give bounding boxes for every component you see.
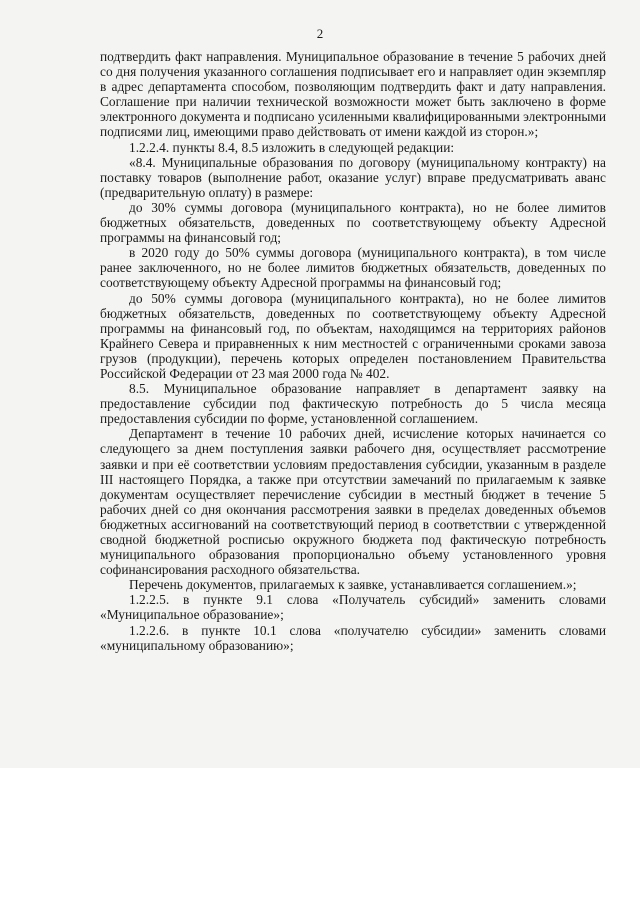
page-number: 2 (316, 26, 324, 41)
paragraph-documents: Перечень документов, прилагаемых к заявке, устанавливается соглашением.»; (129, 577, 577, 593)
paragraph-item-1-2-2-4: 1.2.2.4. пункты 8.4, 8.5 изложить в следующей редакции: (129, 139, 455, 155)
paragraph-advance-north: до 50% суммы договора (муниципального контракта), но не более лимитов бюджетных обязательств, доведенных по соответствующему объекту Адресной программы на финансовый год, по объектам, находящимся на территориях районов Крайнего Севера и приравненных к ним местностей с ограниченными сроками завоза грузов (продукции), перечень которых определен постановлением Правительства Российской Федерации от 23 мая 2000 года № 402. (100, 290, 606, 381)
paragraph-clause-8-4: «8.4. Муниципальные образования по договору (муниципальному контракту) на поставку товаров (выполнение работ, оказание услуг) вправе предусматривать аванс (предварительную оплату) в размере: (100, 154, 606, 200)
paragraph-clause-8-5: 8.5. Муниципальное образование направляет в департамент заявку на предоставление субсидии под фактическую потребность до 5 числа месяца предоставления субсидии по форме, установленной соглашением. (100, 381, 606, 427)
paragraph-advance-2020: в 2020 году до 50% суммы договора (муниципального контракта), в том числе ранее заключенного, но не более лимитов бюджетных обязательств, доведенных по соответствующему объекту Адресной программы на финансовый год; (100, 245, 606, 291)
paragraph-advance-30: до 30% суммы договора (муниципального контракта), но не более лимитов бюджетных обязательств, доведенных по соответствующему объекту Адресной программы на финансовый год; (100, 199, 606, 246)
paragraph-department: Департамент в течение 10 рабочих дней, исчисление которых начинается со следующего за днем поступления заявки рабочего дня, осуществляет рассмотрение заявки и при её соответствии условиям предоставления субсидии, указанным в разделе III настоящего Порядка, а также при отсутствии замечаний по прилагаемым к заявке документам осуществляет перечисление субсидии в местный бюджет в течение 5 рабочих дней со дня окончания рассмотрения заявки в пределах доведенных объемов бюджетных ассигнований на соответствующий период в соответствии с утвержденной сводной бюджетной росписью окружного бюджета под фактическую потребность муниципального образования пропорционально объему установленного уровня софинансирования расходного обязательства. (100, 426, 606, 578)
document-body (100, 49, 606, 653)
paragraph-item-1-2-2-6: 1.2.2.6. в пункте 10.1 слова «получателю субсидии» заменить словами «муниципальному образованию»; (100, 622, 606, 653)
paragraph-continuation: подтвердить факт направления. Муниципальное образование в течение 5 рабочих дней со дня получения указанного соглашения подписывает его и направляет один экземпляр в адрес департамента способом, позволяющим подтвердить факт и дату направления. Соглашение при наличии технической возможности может быть заключено в форме электронного документа и подписано усиленными квалифицированными электронными подписями лиц, имеющими право действовать от имени каждой из сторон.»; (100, 49, 606, 140)
paragraph-item-1-2-2-5: 1.2.2.5. в пункте 9.1 слова «Получатель субсидий» заменить словами «Муниципальное образование»; (100, 592, 606, 623)
